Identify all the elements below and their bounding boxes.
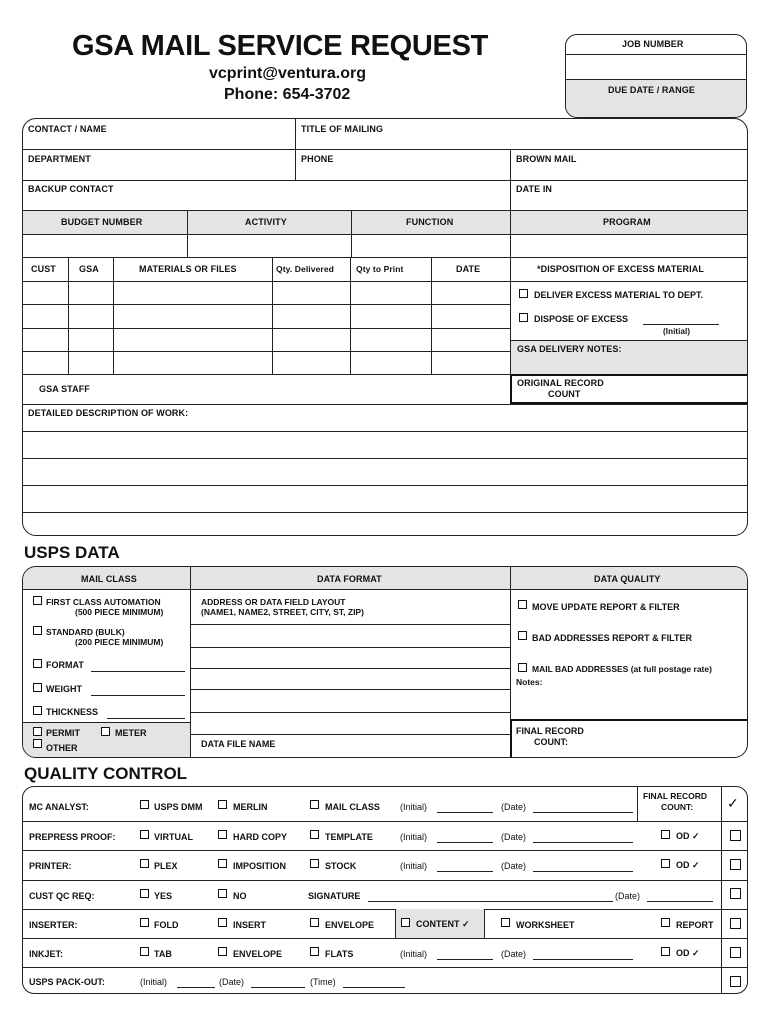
qc-check-mark-icon: ✓ xyxy=(727,795,739,811)
gsa-delivery-notes-label: GSA DELIVERY NOTES: xyxy=(517,344,622,354)
fold-checkbox[interactable] xyxy=(140,918,149,927)
qc-final-count-label: COUNT: xyxy=(661,802,694,812)
first-class-checkbox[interactable] xyxy=(33,596,42,605)
printer-initial-label: (Initial) xyxy=(400,861,428,871)
col-materials: MATERIALS OR FILES xyxy=(139,264,237,274)
col-qty-to-print: Qty to Print xyxy=(356,264,404,274)
mc-date-label: (Date) xyxy=(501,802,527,812)
budget-number-header: BUDGET NUMBER xyxy=(61,217,143,227)
inkjet-envelope-checkbox[interactable] xyxy=(218,947,227,956)
prepress-date-label: (Date) xyxy=(501,832,527,842)
no-label: NO xyxy=(233,891,247,901)
backup-contact-label: BACKUP CONTACT xyxy=(28,184,114,194)
bad-addresses-checkbox[interactable] xyxy=(518,631,527,640)
function-header: FUNCTION xyxy=(406,217,454,227)
contact-phone: Phone: 654-3702 xyxy=(224,86,351,103)
hard-copy-label: HARD COPY xyxy=(233,832,288,842)
inkjet-envelope-label: ENVELOPE xyxy=(233,949,283,959)
data-quality-header: DATA QUALITY xyxy=(594,574,661,584)
pack-out-label: USPS PACK-OUT: xyxy=(29,977,105,987)
usps-final-record-label: FINAL RECORD xyxy=(516,726,584,736)
report-checkbox[interactable] xyxy=(661,918,670,927)
thickness-line[interactable] xyxy=(107,718,185,719)
mail-class-checkbox[interactable] xyxy=(310,800,319,809)
program-header: PROGRAM xyxy=(603,217,651,227)
content-label: CONTENT ✓ xyxy=(416,919,470,929)
qc-final-record-label: FINAL RECORD xyxy=(643,791,708,801)
standard-label: STANDARD (BULK) xyxy=(46,627,125,637)
prepress-initial-label: (Initial) xyxy=(400,832,428,842)
format-line[interactable] xyxy=(91,671,185,672)
address-fields-label: (NAME1, NAME2, STREET, CITY, ST, ZIP) xyxy=(201,607,364,617)
quality-control-title: QUALITY CONTROL xyxy=(24,764,188,783)
deliver-excess-checkbox[interactable] xyxy=(519,289,528,298)
meter-label: METER xyxy=(115,728,147,738)
printer-label: PRINTER: xyxy=(29,861,72,871)
qc-row-check-mc[interactable] xyxy=(730,830,741,841)
phone-label: PHONE xyxy=(301,154,334,164)
pack-out-date-label: (Date) xyxy=(219,977,245,987)
worksheet-checkbox[interactable] xyxy=(501,918,510,927)
usps-dmm-checkbox[interactable] xyxy=(140,800,149,809)
move-update-label: MOVE UPDATE REPORT & FILTER xyxy=(532,602,680,612)
yes-label: YES xyxy=(154,891,173,901)
dispose-initial-line[interactable] xyxy=(643,324,719,325)
gsa-staff-label: GSA STAFF xyxy=(39,384,90,394)
prepress-od-checkbox[interactable] xyxy=(661,830,670,839)
weight-checkbox[interactable] xyxy=(33,683,42,692)
printer-od-label: OD ✓ xyxy=(676,860,700,870)
merlin-checkbox[interactable] xyxy=(218,800,227,809)
qc-row-check-cust[interactable] xyxy=(730,918,741,929)
bad-addresses-label: BAD ADDRESSES REPORT & FILTER xyxy=(532,633,693,643)
mc-date-line[interactable] xyxy=(533,812,633,813)
stock-label: STOCK xyxy=(325,861,357,871)
prepress-initial-line[interactable] xyxy=(437,842,493,843)
address-layout-label: ADDRESS OR DATA FIELD LAYOUT xyxy=(201,597,346,607)
job-number-box xyxy=(565,34,747,118)
detailed-description-label: DETAILED DESCRIPTION OF WORK: xyxy=(28,408,189,418)
hard-copy-checkbox[interactable] xyxy=(218,830,227,839)
template-label: TEMPLATE xyxy=(325,832,373,842)
printer-initial-line[interactable] xyxy=(437,871,493,872)
format-checkbox[interactable] xyxy=(33,659,42,668)
contact-name-label: CONTACT / NAME xyxy=(28,124,107,134)
move-update-checkbox[interactable] xyxy=(518,600,527,609)
content-checkbox[interactable] xyxy=(401,918,410,927)
pack-out-time-line[interactable] xyxy=(343,987,405,988)
meter-checkbox[interactable] xyxy=(101,727,110,736)
col-qty-delivered: Qty. Delivered xyxy=(276,264,334,274)
plex-checkbox[interactable] xyxy=(140,859,149,868)
mail-bad-label: MAIL BAD ADDRESSES (at full postage rate) xyxy=(532,664,712,674)
weight-line[interactable] xyxy=(91,695,185,696)
contact-email: vcprint@ventura.org xyxy=(209,65,366,82)
virtual-checkbox[interactable] xyxy=(140,830,149,839)
insert-label: INSERT xyxy=(233,920,267,930)
deliver-excess-label: DELIVER EXCESS MATERIAL TO DEPT. xyxy=(534,290,704,300)
signature-label: SIGNATURE xyxy=(308,891,361,901)
inkjet-date-line[interactable] xyxy=(533,959,633,960)
dispose-excess-checkbox[interactable] xyxy=(519,313,528,322)
mc-analyst-label: MC ANALYST: xyxy=(29,802,89,812)
cust-date-label: (Date) xyxy=(615,891,641,901)
inserter-label: INSERTER: xyxy=(29,920,78,930)
date-in-label: DATE IN xyxy=(516,184,553,194)
other-label: OTHER xyxy=(46,743,78,753)
original-count-label: COUNT xyxy=(548,389,581,399)
flats-checkbox[interactable] xyxy=(310,947,319,956)
template-checkbox[interactable] xyxy=(310,830,319,839)
inserter-envelope-label: ENVELOPE xyxy=(325,920,375,930)
format-label: FORMAT xyxy=(46,660,84,670)
first-class-min-label: (500 PIECE MINIMUM) xyxy=(75,607,164,617)
merlin-label: MERLIN xyxy=(233,802,268,812)
flats-label: FLATS xyxy=(325,949,354,959)
pack-out-date-line[interactable] xyxy=(251,987,305,988)
usps-final-count-label: COUNT: xyxy=(534,737,568,747)
weight-label: WEIGHT xyxy=(46,684,82,694)
usps-data-box xyxy=(22,566,748,758)
col-cust: CUST xyxy=(31,264,56,274)
fold-label: FOLD xyxy=(154,920,179,930)
virtual-label: VIRTUAL xyxy=(154,832,193,842)
quality-control-box xyxy=(22,786,748,994)
qc-row-check-inkjet[interactable] xyxy=(730,976,741,987)
brown-mail-label: BROWN MAIL xyxy=(516,154,577,164)
standard-checkbox[interactable] xyxy=(33,626,42,635)
mail-class-header: MAIL CLASS xyxy=(81,574,137,584)
activity-header: ACTIVITY xyxy=(245,217,287,227)
job-number-label: JOB NUMBER xyxy=(622,39,684,49)
signature-line[interactable] xyxy=(368,901,613,902)
mail-class-label: MAIL CLASS xyxy=(325,802,380,812)
yes-checkbox[interactable] xyxy=(140,889,149,898)
qc-row-check-prepress[interactable] xyxy=(730,859,741,870)
form-title: GSA MAIL SERVICE REQUEST xyxy=(72,30,489,62)
permit-checkbox[interactable] xyxy=(33,727,42,736)
usps-dmm-label: USPS DMM xyxy=(154,802,203,812)
col-date: DATE xyxy=(456,264,481,274)
pack-out-time-label: (Time) xyxy=(310,977,336,987)
cust-date-line[interactable] xyxy=(647,901,713,902)
pack-out-initial-label: (Initial) xyxy=(140,977,168,987)
permit-label: PERMIT xyxy=(46,728,81,738)
printer-od-checkbox[interactable] xyxy=(661,859,670,868)
inkjet-initial-line[interactable] xyxy=(437,959,493,960)
dispose-excess-label: DISPOSE OF EXCESS xyxy=(534,314,629,324)
department-label: DEPARTMENT xyxy=(28,154,91,164)
inkjet-od-checkbox[interactable] xyxy=(661,947,670,956)
data-format-header: DATA FORMAT xyxy=(317,574,382,584)
inkjet-date-label: (Date) xyxy=(501,949,527,959)
usps-data-title: USPS DATA xyxy=(24,543,120,562)
inkjet-initial-label: (Initial) xyxy=(400,949,428,959)
pack-out-initial-line[interactable] xyxy=(177,987,215,988)
data-file-name-label: DATA FILE NAME xyxy=(201,739,276,749)
inkjet-label: INKJET: xyxy=(29,949,64,959)
title-of-mailing-label: TITLE OF MAILING xyxy=(301,124,384,134)
imposition-label: IMPOSITION xyxy=(233,861,287,871)
worksheet-label: WORKSHEET xyxy=(516,920,575,930)
inkjet-od-label: OD ✓ xyxy=(676,948,700,958)
no-checkbox[interactable] xyxy=(218,889,227,898)
report-label: REPORT xyxy=(676,920,714,930)
stock-checkbox[interactable] xyxy=(310,859,319,868)
mc-initial-label: (Initial) xyxy=(400,802,428,812)
qc-row-check-printer[interactable] xyxy=(730,888,741,899)
due-date-label: DUE DATE / RANGE xyxy=(608,85,695,95)
thickness-checkbox[interactable] xyxy=(33,706,42,715)
inserter-envelope-checkbox[interactable] xyxy=(310,918,319,927)
prepress-label: PREPRESS PROOF: xyxy=(29,832,116,842)
prepress-od-label: OD ✓ xyxy=(676,831,700,841)
insert-checkbox[interactable] xyxy=(218,918,227,927)
prepress-date-line[interactable] xyxy=(533,842,633,843)
tab-checkbox[interactable] xyxy=(140,947,149,956)
printer-date-line[interactable] xyxy=(533,871,633,872)
standard-min-label: (200 PIECE MINIMUM) xyxy=(75,637,164,647)
qc-row-check-inserter[interactable] xyxy=(730,947,741,958)
request-box xyxy=(22,118,748,536)
dispose-initial-label: (Initial) xyxy=(663,327,691,336)
cust-qc-label: CUST QC REQ: xyxy=(29,891,95,901)
col-gsa: GSA xyxy=(79,264,99,274)
other-checkbox[interactable] xyxy=(33,739,42,748)
imposition-checkbox[interactable] xyxy=(218,859,227,868)
plex-label: PLEX xyxy=(154,861,178,871)
disposition-header: *DISPOSITION OF EXCESS MATERIAL xyxy=(537,264,704,274)
first-class-label: FIRST CLASS AUTOMATION xyxy=(46,597,161,607)
mc-initial-line[interactable] xyxy=(437,812,493,813)
mail-bad-checkbox[interactable] xyxy=(518,663,527,672)
notes-label: Notes: xyxy=(516,677,543,687)
tab-label: TAB xyxy=(154,949,172,959)
printer-date-label: (Date) xyxy=(501,861,527,871)
original-record-label: ORIGINAL RECORD xyxy=(517,378,604,388)
thickness-label: THICKNESS xyxy=(46,707,99,717)
